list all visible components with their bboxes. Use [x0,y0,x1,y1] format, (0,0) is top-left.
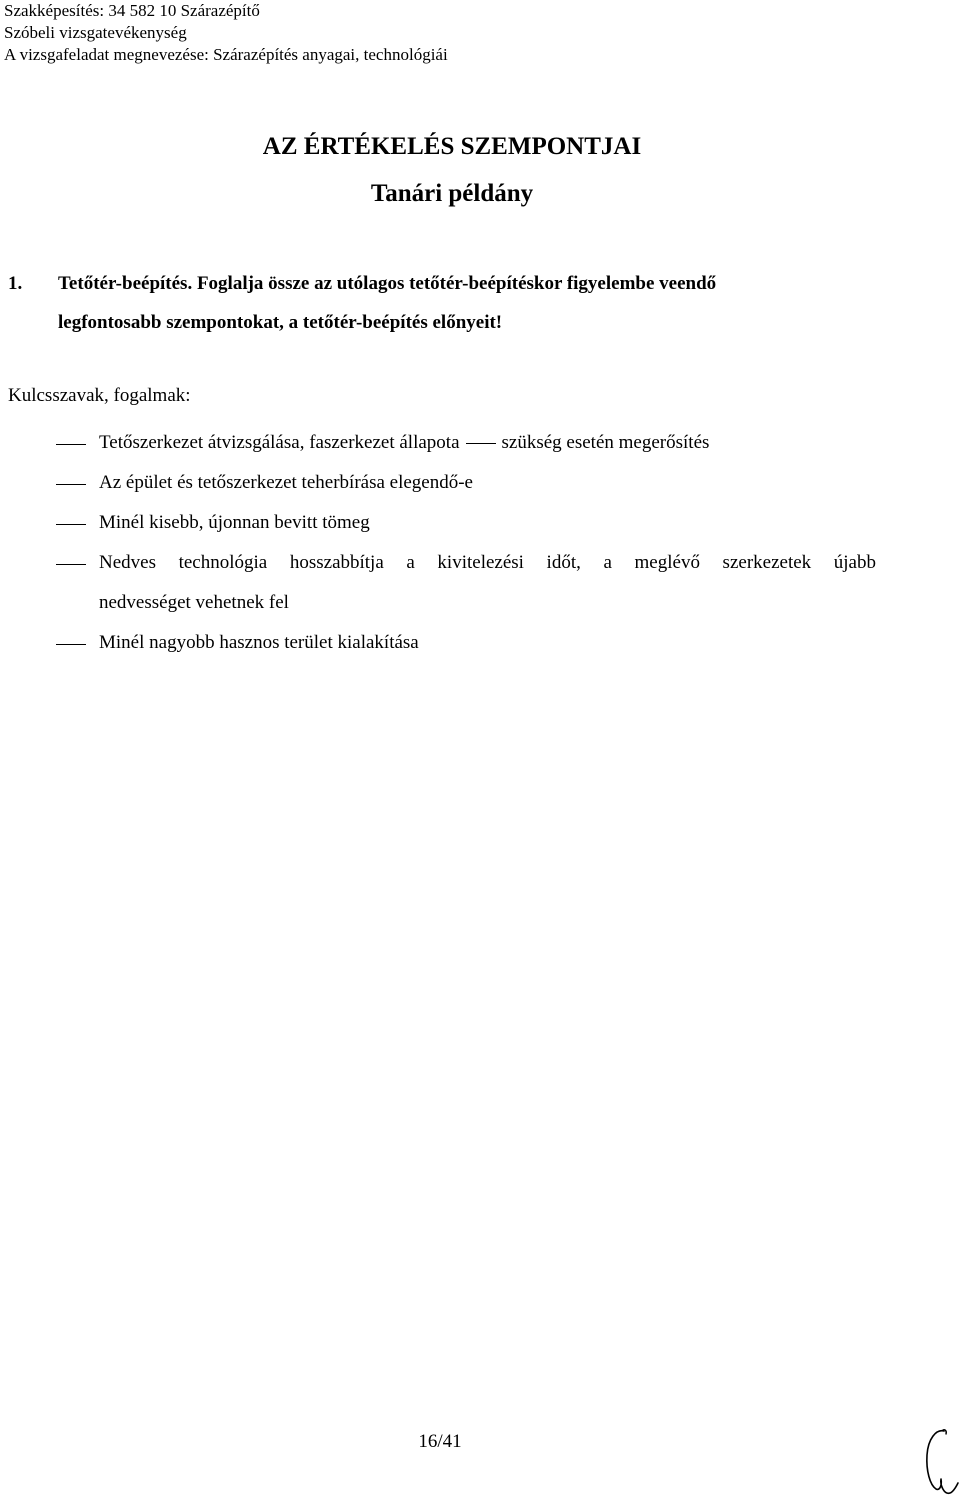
question-number: 1. [8,273,23,294]
document-header [4,0,448,66]
list-item [56,463,876,503]
dash-separator-icon [466,443,496,444]
list-item-text: szükség esetén megerősítés [501,432,710,453]
question-text-1: Tetőtér-beépítés. Foglalja össze az utólagos tetőtér-beépítéskor figyelembe veendő [58,273,717,294]
header-exam-task-name: A vizsgafeladat megnevezése: Szárazépítés anyagai, technológiái [4,45,448,64]
list-item [56,503,876,543]
dash-bullet-icon [56,484,86,485]
list-item-text-continuation: nedvességet vehetnek fel [99,592,289,613]
question-block [8,264,888,342]
list-item-text: Az épület és tetőszerkezet teherbírása elegendő-e [99,472,473,493]
dash-bullet-icon [56,644,86,645]
handwritten-signature-icon [920,1425,960,1503]
list-item-text: Nedves technológia hosszabbítja a kivitelezési időt, a meglévő szerkezetek újabb [99,552,876,573]
list-item-text: Minél kisebb, újonnan bevitt tömeg [99,512,370,533]
dash-bullet-icon [56,524,86,525]
list-item-text: Tetőszerkezet átvizsgálása, faszerkezet állapota [99,432,460,453]
dash-bullet-icon [56,564,86,565]
page-title: AZ ÉRTÉKELÉS SZEMPONTJAI [262,133,642,160]
header-qualification: Szakképesítés: 34 582 10 Szárazépítő [4,1,260,20]
page-subtitle: Tanári példány [370,180,534,207]
page-number: 16/41 [418,1431,462,1452]
header-exam-activity: Szóbeli vizsgatevékenység [4,23,187,42]
list-item-text: Minél nagyobb hasznos terület kialakítása [99,632,419,653]
dash-bullet-icon [56,444,86,445]
list-item [56,623,876,663]
question-line-2: legfontosabb szempontokat, a tetőtér-beépítés előnyeit! [58,312,503,333]
list-item [56,423,876,463]
keywords-label: Kulcsszavak, fogalmak: [8,385,191,406]
keyword-list [56,423,876,663]
question-line-1 [8,264,888,303]
list-item [56,543,876,623]
